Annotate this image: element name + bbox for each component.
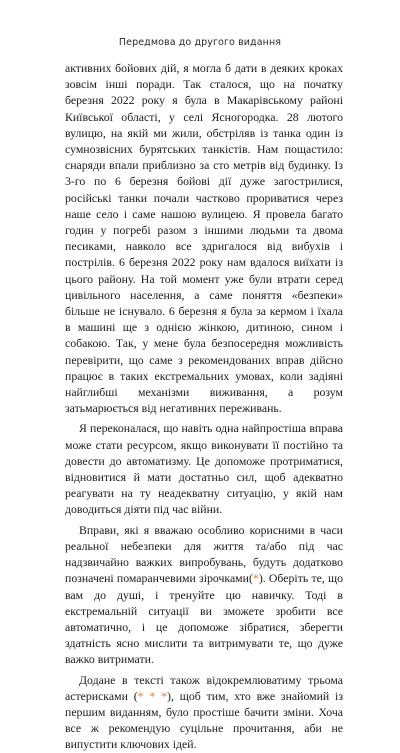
paragraph-3 [65, 522, 343, 668]
orange-asterisks-marker: * * * [137, 688, 168, 703]
paragraph-2: Я переконалася, що навіть одна найпростіша вправа може стати ресурсом, якщо виконувати її постійно та довести до автоматизму. Це допоможе протриматися, відновитися й мати достатньо сил, щоб адекватно реагувати на ту неадекватну ситуацію, у якій нам доводиться діяти під час війни. [65, 421, 343, 517]
body-text [65, 60, 343, 753]
paragraph-4-text-a: Додане в тексті також відокремлюватиму трьома астерисками ( [65, 672, 343, 703]
paragraph-4 [65, 672, 343, 753]
paragraph-3-text-b: ). Оберіть те, що вам до душі, і тренуйте цю навичку. Тоді в екстремальній ситуації ви зможете зробити все автоматично, і це допоможе зібратися, зберегти здатність ясно мислити та витримувати те, що дуже важко витримати. [65, 571, 343, 667]
paragraph-1: активних бойових дій, я могла б дати в деяких кроках зовсім інші поради. Так сталося, що на початку березня 2022 року я була в Макарівському районі Київської області, у селі Ясногородка. 28 лютого вулицю, на якій ми жили, обстріляв із танка один із сумнозвісних бурятських танкістів. Нам пощастило: снаряди впали приблизно за сто метрів від будинку. Із 3-го по 6 березня бойові дії дуже загострилися, російські танки почали частково прориватися через наше село і саме нашою вулицею. Я провела багато годин у погребі разом з іншими людьми та двома песиками, навколо все здригалося від вибухів і пострілів. 6 березня 2022 року нам вдалося виїхати із цього району. На той момент уже були втрати серед цивільного населення, а саме поняття «безпеки» більше не існувало. 6 березня я була за кермом і їхала в машині ще з однією жінкою, дитиною, сином і собакою. Так, у мене була безпосередня можливість перевірити, що саме з рекомендованих вправ дійсно працює в таких екстремальних умовах, коли задіяні найглибші механізми виживання, а розум затьмарюється від негативних переживань. [65, 61, 343, 416]
running-header: Передмова до другого видання [118, 37, 282, 48]
paragraph-3-text-a: Вправи, які я вважаю особливо корисними в часи реальної небезпеки для життя та/або під час надзвичайно важких випробувань, будуть додатково позначені помаранчевими зірочками( [65, 522, 343, 586]
orange-star-marker: * [252, 571, 259, 586]
paragraph-4-text-b: ), щоб тим, хто вже знайомий із першим виданням, було простіше бачити зміни. Хоча все ж рекомендую суцільне прочитання, аби не випустити ключових ідей. [65, 688, 343, 752]
